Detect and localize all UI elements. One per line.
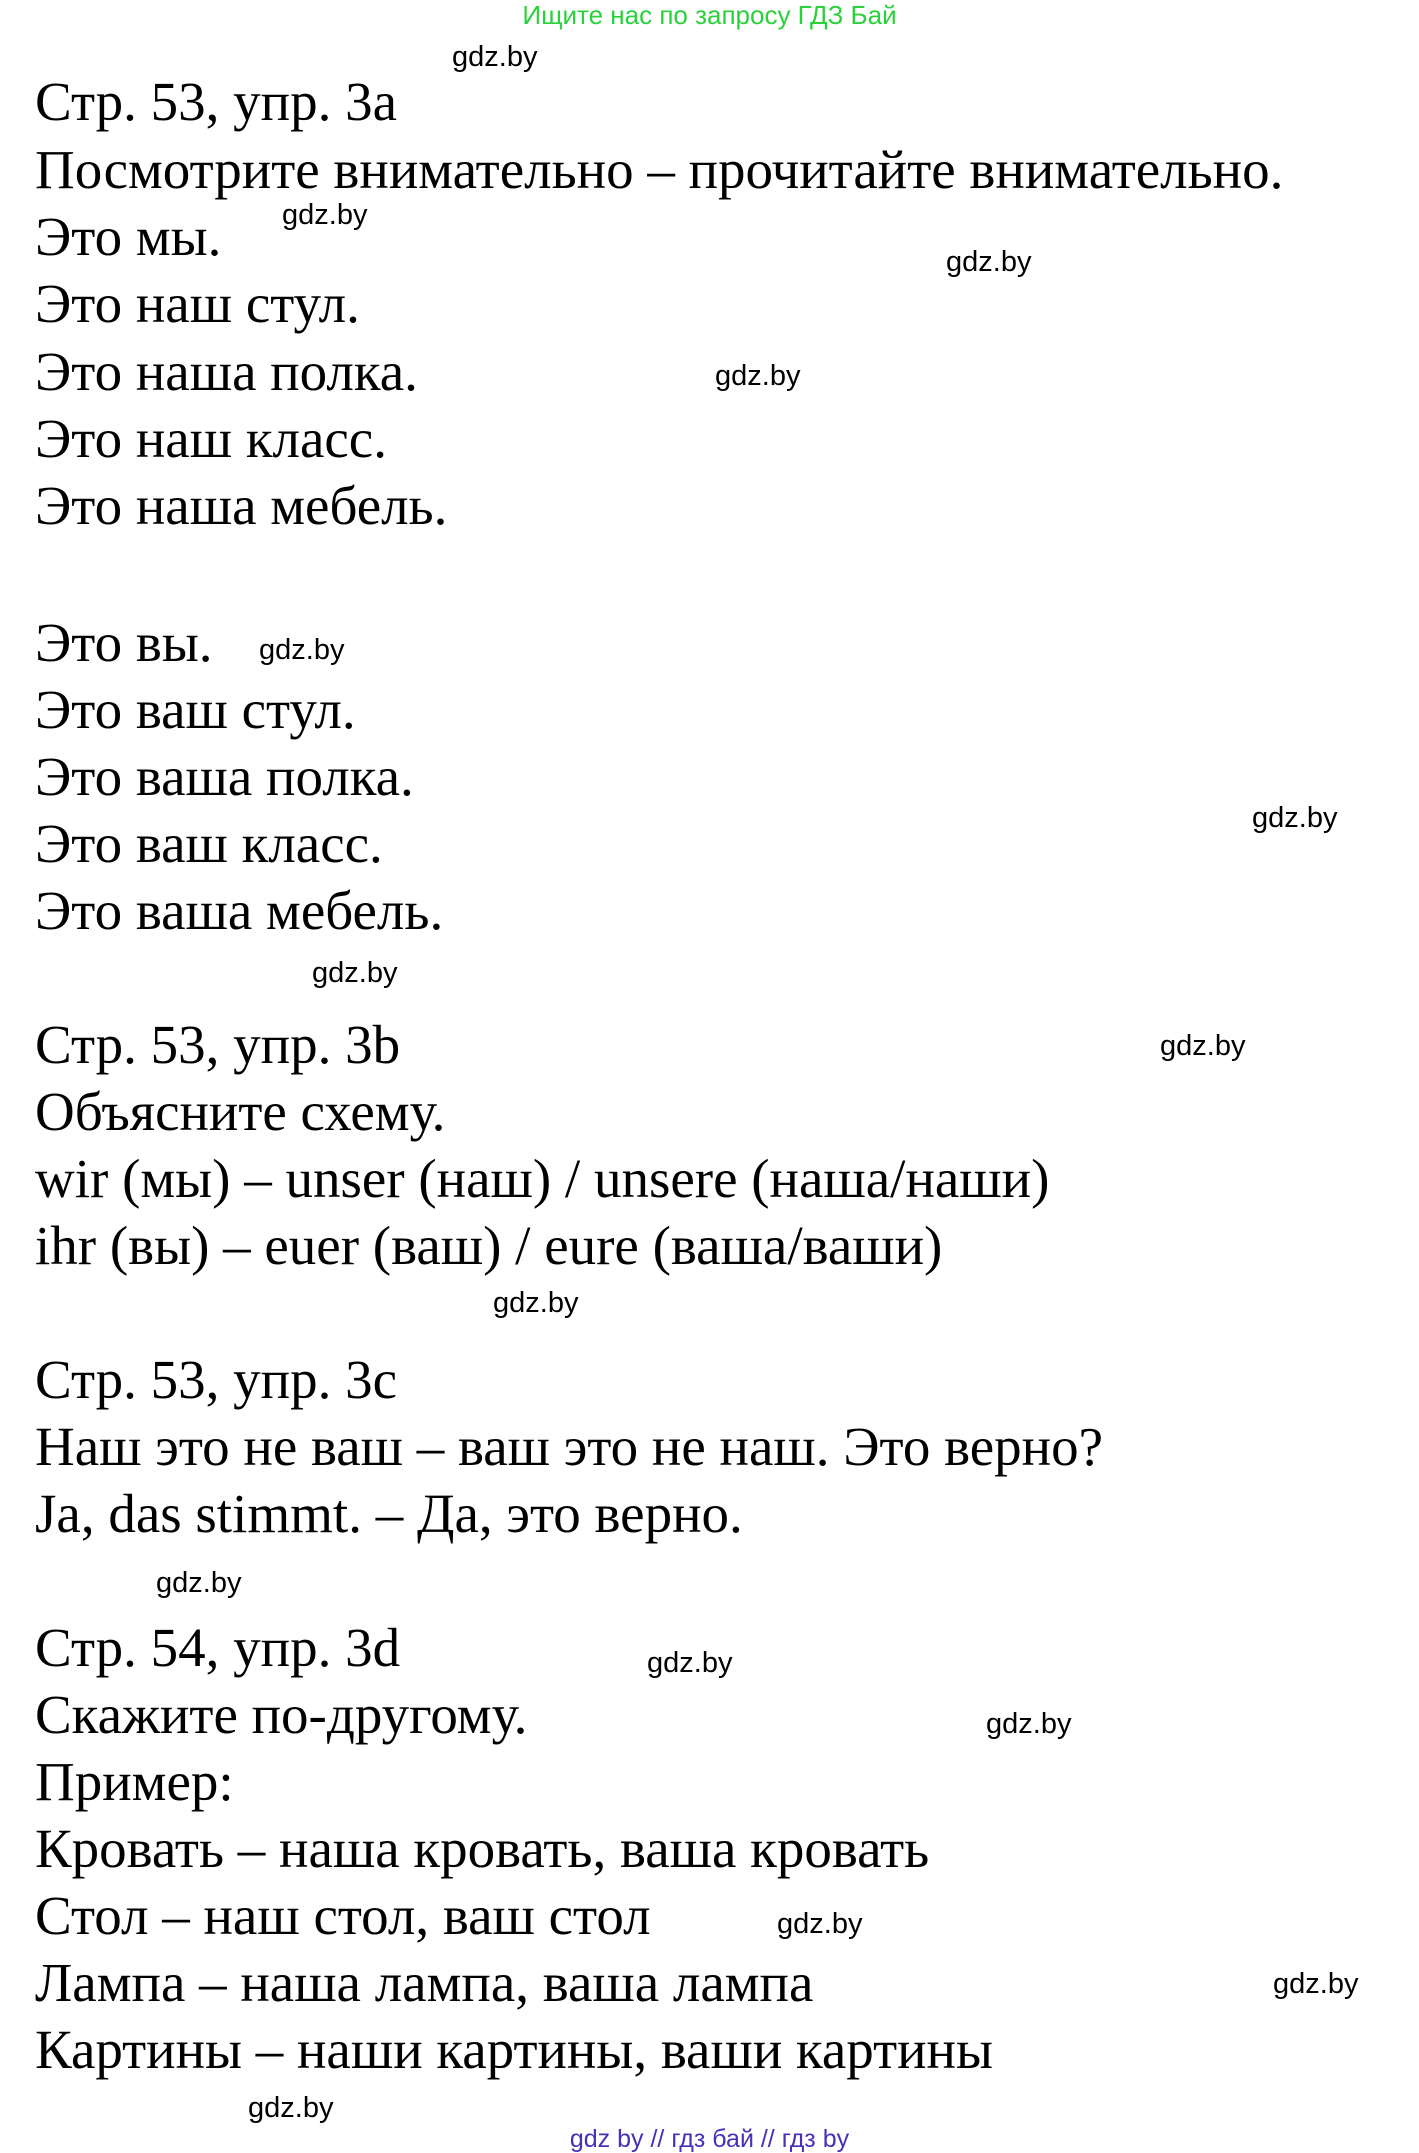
text-line: Лампа – наша лампа, ваша лампа (35, 1952, 814, 2013)
text-line: Это мы. (35, 206, 222, 267)
text-line: Это ваш стул. (35, 679, 356, 740)
heading-ex-3a: Стр. 53, упр. 3а (35, 71, 398, 132)
search-banner[interactable]: Ищите нас по запросу ГДЗ Бай (522, 0, 897, 30)
text-line: Стол – наш стол, ваш стол (35, 1885, 651, 1946)
text-line: Это наш стул. (35, 273, 360, 334)
watermark: gdz.by (1252, 802, 1338, 834)
text-line: Это наша мебель. (35, 475, 448, 536)
watermark: gdz.by (647, 1647, 733, 1679)
watermark: gdz.by (248, 2092, 334, 2124)
text-line: Это вы. (35, 612, 213, 673)
text-line: Скажите по-другому. (35, 1684, 528, 1745)
watermark: gdz.by (156, 1567, 242, 1599)
heading-ex-3b: Стр. 53, упр. 3b (35, 1014, 401, 1075)
text-line: Это ваша полка. (35, 746, 414, 807)
text-line: wir (мы) – unser (наш) / unsere (наша/наши) (35, 1148, 1050, 1209)
text-line: Пример: (35, 1751, 234, 1812)
text-line: Это наш класс. (35, 408, 387, 469)
text-line: Это ваш класс. (35, 813, 383, 874)
watermark: gdz.by (946, 246, 1032, 278)
watermark: gdz.by (777, 1908, 863, 1940)
watermark: gdz.by (1273, 1968, 1359, 2000)
text-line: Ja, das stimmt. – Да, это верно. (35, 1483, 743, 1544)
watermark: gdz.by (715, 360, 801, 392)
footer-links[interactable]: gdz by // гдз бай // гдз by (569, 2125, 850, 2153)
text-line: Это ваша мебель. (35, 880, 444, 941)
text-line: Наш это не ваш – ваш это не наш. Это верно? (35, 1416, 1103, 1477)
heading-ex-3c: Стр. 53, упр. 3c (35, 1349, 398, 1410)
watermark: gdz.by (259, 634, 345, 666)
text-line: Посмотрите внимательно – прочитайте внимательно. (35, 139, 1284, 200)
text-line: ihr (вы) – euer (ваш) / eure (ваша/ваши) (35, 1215, 943, 1276)
text-line: Кровать – наша кровать, ваша кровать (35, 1818, 930, 1879)
text-line: Это наша полка. (35, 341, 418, 402)
text-line: Объясните схему. (35, 1081, 446, 1142)
watermark: gdz.by (1160, 1030, 1246, 1062)
text-line: Картины – наши картины, ваши картины (35, 2019, 993, 2080)
watermark: gdz.by (986, 1708, 1072, 1740)
heading-ex-3d: Стр. 54, упр. 3d (35, 1617, 401, 1678)
watermark: gdz.by (312, 957, 398, 989)
watermark: gdz.by (452, 41, 538, 73)
watermark: gdz.by (282, 199, 368, 231)
watermark: gdz.by (493, 1287, 579, 1319)
